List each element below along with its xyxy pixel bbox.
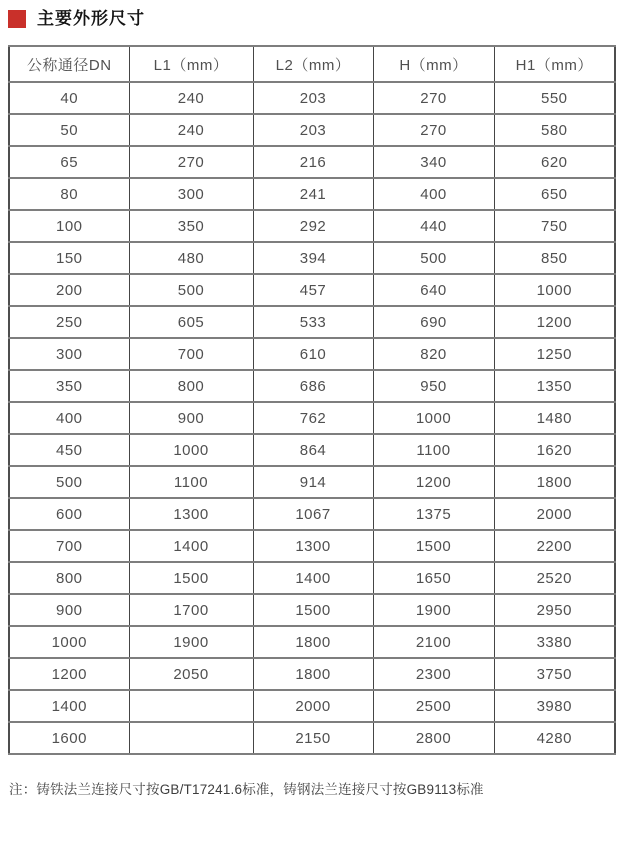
table-cell: 2200 [494, 530, 615, 562]
table-cell: 2050 [129, 658, 253, 690]
table-cell: 640 [373, 274, 494, 306]
section-header [8, 9, 617, 28]
table-row [9, 466, 615, 498]
table-row [9, 658, 615, 690]
table-cell: 80 [9, 178, 129, 210]
table-cell: 650 [494, 178, 615, 210]
table-cell: 394 [253, 242, 373, 274]
table-row [9, 338, 615, 370]
table-cell: 40 [9, 82, 129, 114]
table-cell: 864 [253, 434, 373, 466]
table-cell: 240 [129, 114, 253, 146]
table-cell: 250 [9, 306, 129, 338]
table-cell: 292 [253, 210, 373, 242]
table-column-header: H1（mm） [494, 46, 615, 82]
page-title: 主要外形尺寸 [37, 9, 145, 28]
table-cell: 2150 [253, 722, 373, 754]
table-cell: 1350 [494, 370, 615, 402]
table-cell: 3980 [494, 690, 615, 722]
table-cell: 1400 [9, 690, 129, 722]
table-cell: 216 [253, 146, 373, 178]
table-cell: 270 [373, 82, 494, 114]
table-cell: 1500 [373, 530, 494, 562]
table-cell: 340 [373, 146, 494, 178]
table-cell: 900 [129, 402, 253, 434]
table-row [9, 434, 615, 466]
table-column-header: L1（mm） [129, 46, 253, 82]
table-cell: 300 [129, 178, 253, 210]
table-row [9, 530, 615, 562]
table-cell: 533 [253, 306, 373, 338]
table-cell: 690 [373, 306, 494, 338]
table-cell: 1300 [129, 498, 253, 530]
table-cell: 605 [129, 306, 253, 338]
table-cell: 50 [9, 114, 129, 146]
table-row [9, 562, 615, 594]
table-cell: 686 [253, 370, 373, 402]
table-row [9, 114, 615, 146]
table-cell: 1800 [253, 626, 373, 658]
table-cell: 150 [9, 242, 129, 274]
table-cell: 900 [9, 594, 129, 626]
table-cell: 1200 [494, 306, 615, 338]
table-row [9, 594, 615, 626]
table-row [9, 690, 615, 722]
table-row [9, 626, 615, 658]
table-cell: 200 [9, 274, 129, 306]
table-cell: 2500 [373, 690, 494, 722]
table-row [9, 146, 615, 178]
table-cell: 1480 [494, 402, 615, 434]
table-cell: 820 [373, 338, 494, 370]
table-cell: 850 [494, 242, 615, 274]
table-row [9, 498, 615, 530]
table-cell [129, 722, 253, 754]
table-cell: 1500 [129, 562, 253, 594]
table-cell: 1600 [9, 722, 129, 754]
table-row [9, 722, 615, 754]
table-cell: 3750 [494, 658, 615, 690]
table-cell: 2800 [373, 722, 494, 754]
table-cell: 2300 [373, 658, 494, 690]
table-row [9, 210, 615, 242]
table-cell: 203 [253, 114, 373, 146]
table-cell: 1250 [494, 338, 615, 370]
table-cell: 1000 [129, 434, 253, 466]
table-cell: 65 [9, 146, 129, 178]
table-cell: 440 [373, 210, 494, 242]
table-header-row [9, 46, 615, 82]
table-row [9, 242, 615, 274]
table-cell: 1700 [129, 594, 253, 626]
table-row [9, 306, 615, 338]
table-cell: 620 [494, 146, 615, 178]
table-cell: 240 [129, 82, 253, 114]
table-cell: 1200 [9, 658, 129, 690]
table-cell: 1400 [253, 562, 373, 594]
table-cell: 1375 [373, 498, 494, 530]
table-cell: 762 [253, 402, 373, 434]
table-column-header: H（mm） [373, 46, 494, 82]
table-cell: 1067 [253, 498, 373, 530]
table-cell: 700 [9, 530, 129, 562]
table-cell: 4280 [494, 722, 615, 754]
table-cell: 1500 [253, 594, 373, 626]
table-row [9, 82, 615, 114]
table-cell: 203 [253, 82, 373, 114]
table-cell: 2520 [494, 562, 615, 594]
table-cell: 550 [494, 82, 615, 114]
table-cell: 2000 [494, 498, 615, 530]
table-cell: 1900 [129, 626, 253, 658]
table-cell: 100 [9, 210, 129, 242]
table-row [9, 370, 615, 402]
table-cell: 2000 [253, 690, 373, 722]
table-cell: 610 [253, 338, 373, 370]
table-cell: 1900 [373, 594, 494, 626]
table-cell: 457 [253, 274, 373, 306]
section-marker-icon [8, 10, 26, 28]
table-cell: 700 [129, 338, 253, 370]
table-cell: 750 [494, 210, 615, 242]
table-cell: 350 [9, 370, 129, 402]
table-cell: 270 [129, 146, 253, 178]
table-cell: 500 [9, 466, 129, 498]
table-cell: 800 [9, 562, 129, 594]
table-cell: 350 [129, 210, 253, 242]
table-cell: 300 [9, 338, 129, 370]
table-body [9, 82, 615, 754]
table-cell: 1800 [253, 658, 373, 690]
table-cell: 1100 [129, 466, 253, 498]
table-cell: 480 [129, 242, 253, 274]
table-cell: 2100 [373, 626, 494, 658]
table-cell: 241 [253, 178, 373, 210]
table-cell [129, 690, 253, 722]
table-cell: 914 [253, 466, 373, 498]
table-cell: 1000 [9, 626, 129, 658]
table-cell: 1300 [253, 530, 373, 562]
table-cell: 3380 [494, 626, 615, 658]
table-cell: 600 [9, 498, 129, 530]
table-cell: 400 [373, 178, 494, 210]
table-cell: 2950 [494, 594, 615, 626]
table-cell: 450 [9, 434, 129, 466]
table-cell: 1620 [494, 434, 615, 466]
table-cell: 1650 [373, 562, 494, 594]
table-cell: 1000 [373, 402, 494, 434]
table-cell: 500 [129, 274, 253, 306]
table-cell: 580 [494, 114, 615, 146]
table-cell: 1100 [373, 434, 494, 466]
table-cell: 1800 [494, 466, 615, 498]
table-column-header: L2（mm） [253, 46, 373, 82]
table-cell: 1400 [129, 530, 253, 562]
table-row [9, 178, 615, 210]
table-cell: 1000 [494, 274, 615, 306]
table-column-header: 公称通径DN [9, 46, 129, 82]
table-cell: 500 [373, 242, 494, 274]
table-cell: 950 [373, 370, 494, 402]
dimensions-table [8, 45, 616, 755]
table-cell: 800 [129, 370, 253, 402]
table-cell: 1200 [373, 466, 494, 498]
table-row [9, 274, 615, 306]
table-cell: 400 [9, 402, 129, 434]
table-row [9, 402, 615, 434]
table-cell: 270 [373, 114, 494, 146]
footnote: 注：铸铁法兰连接尺寸按GB/T17241.6标准，铸钢法兰连接尺寸按GB9113标准 [9, 782, 484, 797]
